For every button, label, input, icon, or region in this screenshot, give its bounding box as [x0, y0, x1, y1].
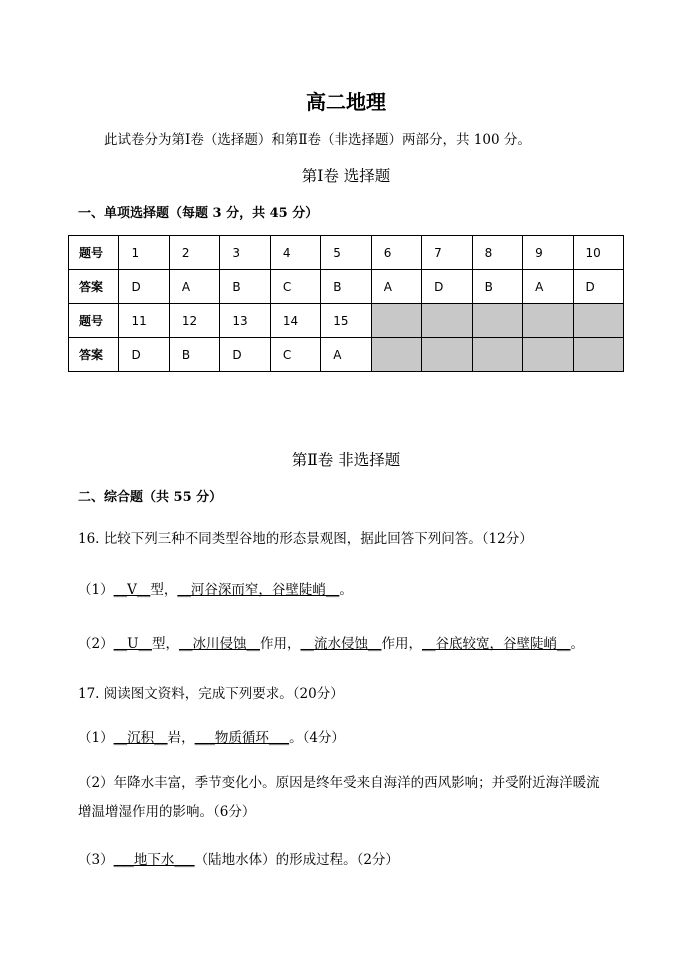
cell: 5 [321, 236, 371, 270]
answer-text: 。（4分） [289, 730, 345, 746]
q17-answer-2-line1: （2）年降水丰富，季节变化小。原因是终年受来自海洋的西风影响；并受附近海洋暖流 [78, 775, 600, 791]
cell: C [270, 270, 320, 304]
answer-text: 。 [570, 636, 584, 652]
question-17-stem: 17. 阅读图文资料，完成下列要求。（20分） [78, 686, 344, 702]
answer-blank: ___地下水___ [113, 852, 195, 868]
cell: A [169, 270, 219, 304]
row-label: 题号 [69, 304, 119, 338]
section2-heading: 第Ⅱ卷 非选择题 [291, 451, 401, 469]
answer-text: （陆地水体）的形成过程。（2分） [194, 852, 399, 868]
table-row [69, 304, 624, 338]
answer-blank: __流水侵蚀__ [300, 636, 382, 652]
answer-blank: ___物质循环___ [194, 730, 290, 746]
cell: D [119, 338, 169, 372]
section1-heading: 第Ⅰ卷 选择题 [301, 167, 391, 185]
answer-prefix: （1） [78, 730, 114, 746]
cell: D [422, 270, 472, 304]
row-label: 答案 [69, 270, 119, 304]
answer-blank: __沉积__ [113, 730, 168, 746]
cell: B [472, 270, 522, 304]
cell: B [169, 338, 219, 372]
empty-cell [472, 338, 522, 372]
cell: B [321, 270, 371, 304]
answer-prefix: （1） [78, 582, 114, 598]
page-title: 高二地理 [306, 90, 386, 114]
cell: 4 [270, 236, 320, 270]
row-label: 答案 [69, 338, 119, 372]
answer-text: 作用， [381, 636, 422, 652]
row-label: 题号 [69, 236, 119, 270]
answer-text: 型， [151, 636, 179, 652]
cell: A [321, 338, 371, 372]
cell: B [220, 270, 270, 304]
answer-text: 作用， [259, 636, 301, 652]
answer-blank: __V__ [113, 582, 151, 598]
cell: 14 [270, 304, 320, 338]
cell: 7 [422, 236, 472, 270]
answer-blank: __冰川侵蚀__ [178, 636, 260, 652]
cell: 13 [220, 304, 270, 338]
answer-prefix: （2） [78, 636, 114, 652]
empty-cell [573, 304, 623, 338]
answer-prefix: （3） [78, 852, 114, 868]
empty-cell [573, 338, 623, 372]
empty-cell [422, 304, 472, 338]
answer-blank: __U__ [113, 636, 152, 652]
empty-cell [371, 338, 421, 372]
answer-text: 。 [339, 582, 353, 598]
q16-answer-2 [78, 632, 584, 652]
table-row [69, 338, 624, 372]
cell: 9 [523, 236, 573, 270]
cell: C [270, 338, 320, 372]
question-16-stem: 16. 比较下列三种不同类型谷地的形态景观图，据此回答下列问答。（12分） [78, 531, 533, 547]
answer-table [68, 235, 624, 372]
empty-cell [523, 338, 573, 372]
cell: 8 [472, 236, 522, 270]
answer-blank: __河谷深而窄，谷壁陡峭__ [177, 582, 340, 598]
empty-cell [422, 338, 472, 372]
cell: 12 [169, 304, 219, 338]
cell: A [371, 270, 421, 304]
cell: 10 [573, 236, 623, 270]
q16-answer-1 [78, 578, 353, 598]
cell: 15 [321, 304, 371, 338]
cell: A [523, 270, 573, 304]
q17-answer-3 [78, 848, 399, 868]
cell: 1 [119, 236, 169, 270]
cell: 3 [220, 236, 270, 270]
part1-title: 一、单项选择题（每题 3 分，共 45 分） [78, 206, 319, 221]
cell: 11 [119, 304, 169, 338]
empty-cell [371, 304, 421, 338]
cell: 6 [371, 236, 421, 270]
answer-blank: __谷底较宽，谷壁陡峭__ [421, 636, 571, 652]
intro-text: 此试卷分为第Ⅰ卷（选择题）和第Ⅱ卷（非选择题）两部分，共 100 分。 [104, 132, 531, 148]
q17-answer-1 [78, 726, 345, 746]
cell: D [119, 270, 169, 304]
cell: 2 [169, 236, 219, 270]
empty-cell [472, 304, 522, 338]
table-row [69, 270, 624, 304]
answer-text: 岩， [167, 730, 195, 746]
cell: D [573, 270, 623, 304]
cell: D [220, 338, 270, 372]
empty-cell [523, 304, 573, 338]
table-row [69, 236, 624, 270]
q17-answer-2-line2: 增温增湿作用的影响。（6分） [78, 804, 256, 820]
part2-title: 二、综合题（共 55 分） [78, 490, 223, 505]
answer-text: 型， [150, 582, 178, 598]
